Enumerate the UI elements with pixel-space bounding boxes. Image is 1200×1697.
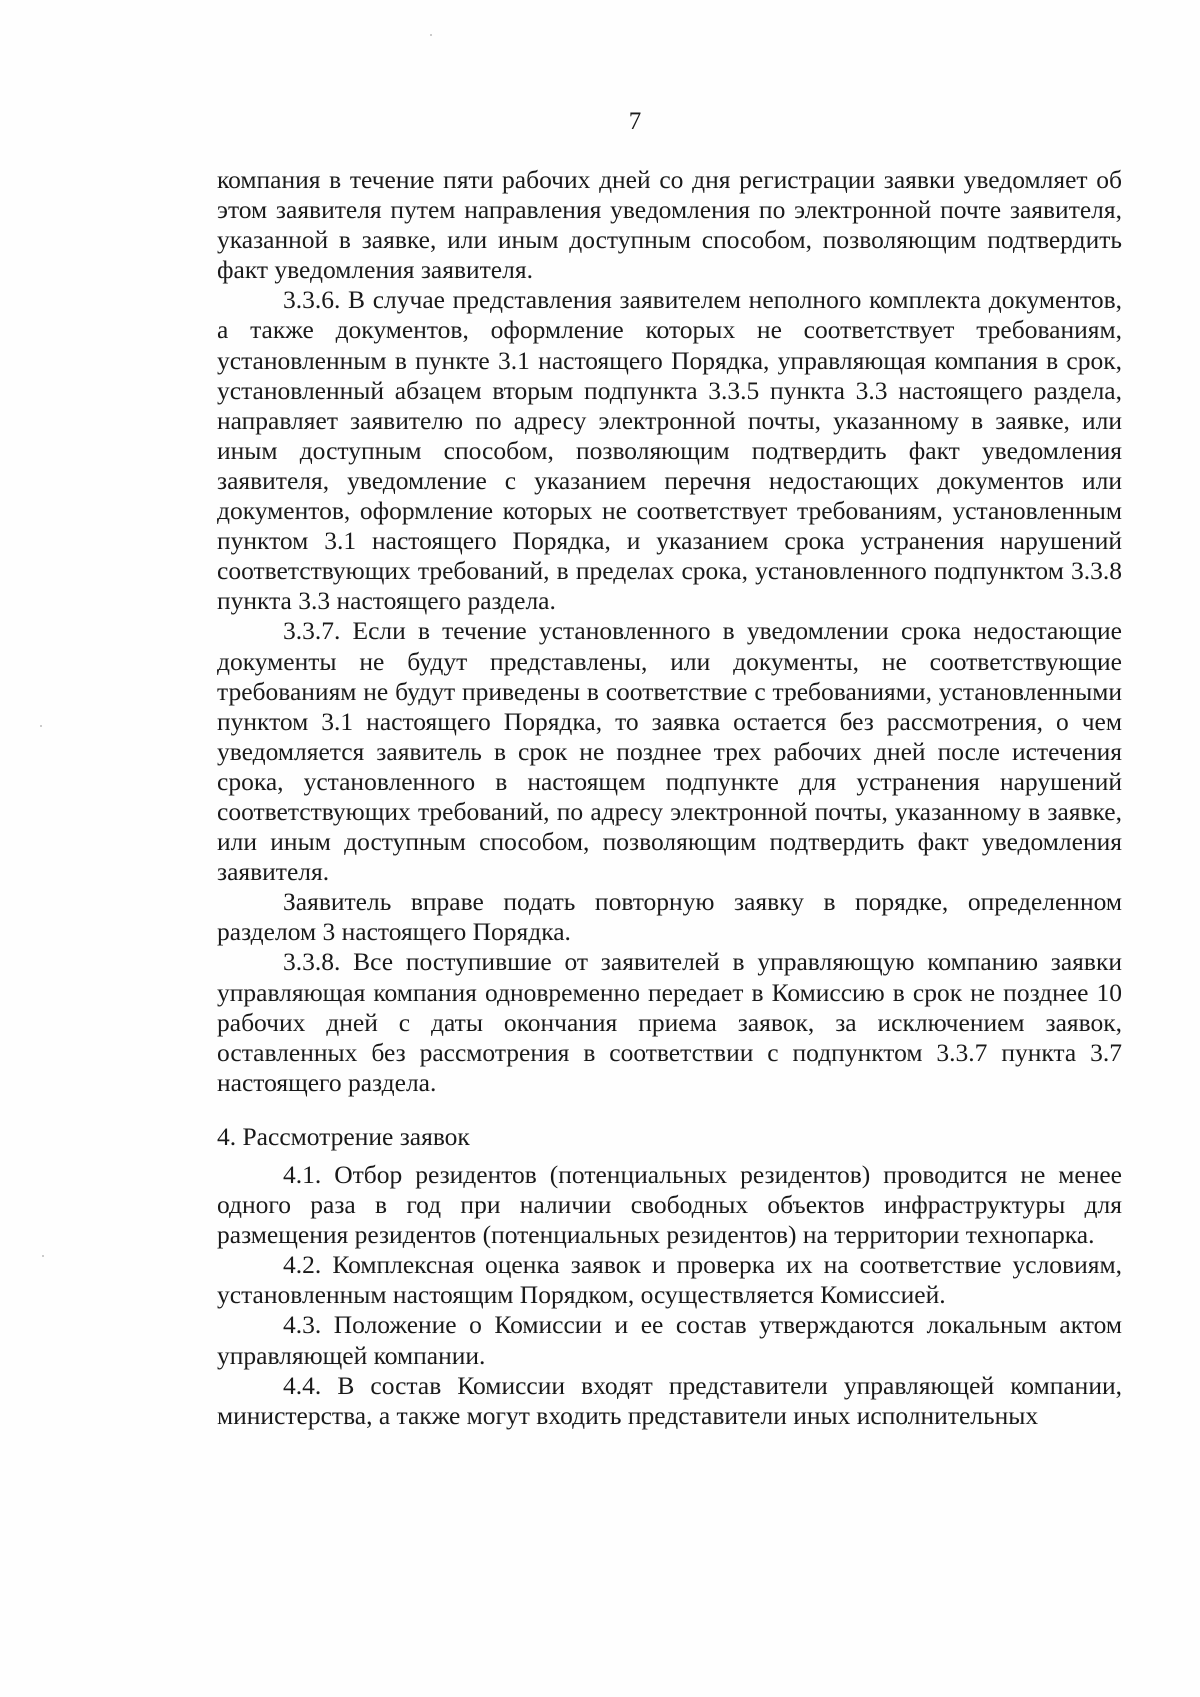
scan-speck: [430, 34, 432, 36]
section-heading: 4. Рассмотрение заявок: [217, 1121, 470, 1151]
paragraph-3-3-8: 3.3.8. Все поступившие от заявителей в управляющую компанию заявки управляющая компания одновременно передает в Комиссию в срок не позднее 10 рабочих дней с даты окончания приема заявок, за исключением заявок, оставленных без рассмотрения в соответствии с подпунктом 3.3.7 пункта 3.7 настоящего раздела.: [217, 947, 1122, 1097]
paragraph-4-2: 4.2. Комплексная оценка заявок и проверка их на соответствие условиям, установленным настоящим Порядком, осуществляется Комиссией.: [217, 1250, 1122, 1310]
paragraph-continuation: компания в течение пяти рабочих дней со дня регистрации заявки уведомляет об этом заявителя путем направления уведомления по электронной почте заявителя, указанной в заявке, или иным доступным способом, позволяющим подтвердить факт уведомления заявителя.: [217, 165, 1122, 285]
paragraph-3-3-6: 3.3.6. В случае представления заявителем неполного комплекта документов, а также документов, оформление которых не соответствует требованиям, установленным в пункте 3.1 настоящего Порядка, управляющая компания в срок, установленный абзацем вторым подпункта 3.3.5 пункта 3.3 настоящего раздела, направляет заявителю по адресу электронной почты, указанному в заявке, или иным доступным способом, позволяющим подтвердить факт уведомления заявителя, уведомление с указанием перечня недостающих документов или документов, оформление которых не соответствует требованиям, установленным пунктом 3.1 настоящего Порядка, и указанием срока устранения нарушений соответствующих требований, в пределах срока, установленного подпунктом 3.3.8 пункта 3.3 настоящего раздела.: [217, 285, 1122, 616]
document-body: [217, 165, 1122, 1431]
scan-speck: [40, 725, 42, 727]
scan-speck: [42, 1255, 44, 1257]
paragraph-4-3: 4.3. Положение о Комиссии и ее состав утверждаются локальным актом управляющей компании.: [217, 1310, 1122, 1370]
paragraph-resubmission: Заявитель вправе подать повторную заявку в порядке, определенном разделом 3 настоящего Порядка.: [217, 887, 1122, 947]
paragraph-3-3-7: 3.3.7. Если в течение установленного в уведомлении срока недостающие документы не будут представлены, или документы, не соответствующие требованиям не будут приведены в соответствие с требованиями, установленными пунктом 3.1 настоящего Порядка, то заявка остается без рассмотрения, о чем уведомляется заявитель в срок не позднее трех рабочих дней после истечения срока, установленного в настоящем подпункте для устранения нарушений соответствующих требований, по адресу электронной почты, указанному в заявке, или иным доступным способом, позволяющим подтвердить факт уведомления заявителя.: [217, 616, 1122, 887]
paragraph-4-1: 4.1. Отбор резидентов (потенциальных резидентов) проводится не менее одного раза в год при наличии свободных объектов инфраструктуры для размещения резидентов (потенциальных резидентов) на территории технопарка.: [217, 1160, 1122, 1250]
page-number: 7: [628, 108, 642, 135]
paragraph-4-4: 4.4. В состав Комиссии входят представители управляющей компании, министерства, а также могут входить представители иных исполнительных: [217, 1370, 1122, 1430]
